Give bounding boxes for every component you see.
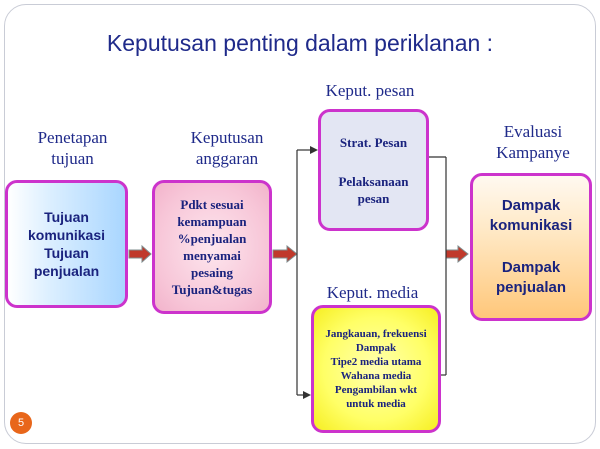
slide-title: Keputusan penting dalam periklanan :	[106, 30, 494, 56]
label-keput-media: Keput. media	[326, 283, 419, 302]
label-evaluasi-kampanye: Evaluasi Kampanye	[496, 122, 570, 162]
box-evaluasi: Dampak komunikasi Dampak penjualan	[470, 173, 592, 321]
box-media: Jangkauan, frekuensi Dampak Tipe2 media utama Wahana media Pengambilan wkt untuk media	[311, 305, 441, 433]
box-pesan: Strat. Pesan Pelaksanaan pesan	[318, 109, 429, 231]
block-arrow-1	[129, 246, 151, 262]
label-keput-pesan: Keput. pesan	[325, 81, 415, 100]
split-top-arrowhead	[310, 146, 318, 154]
block-arrow-3	[446, 246, 468, 262]
box-anggaran: Pdkt sesuai kemampuan %penjualan menyamai pesaing Tujuan&tugas	[152, 180, 272, 314]
block-arrow-2	[273, 246, 297, 262]
box-tujuan: Tujuan komunikasi Tujuan penjualan	[5, 180, 128, 308]
split-bottom-arrowhead	[303, 391, 311, 399]
label-penetapan-tujuan: Penetapan tujuan	[37, 128, 108, 168]
label-keputusan-anggaran: Keputusan anggaran	[190, 128, 264, 168]
page-number-badge: 5	[10, 412, 32, 434]
